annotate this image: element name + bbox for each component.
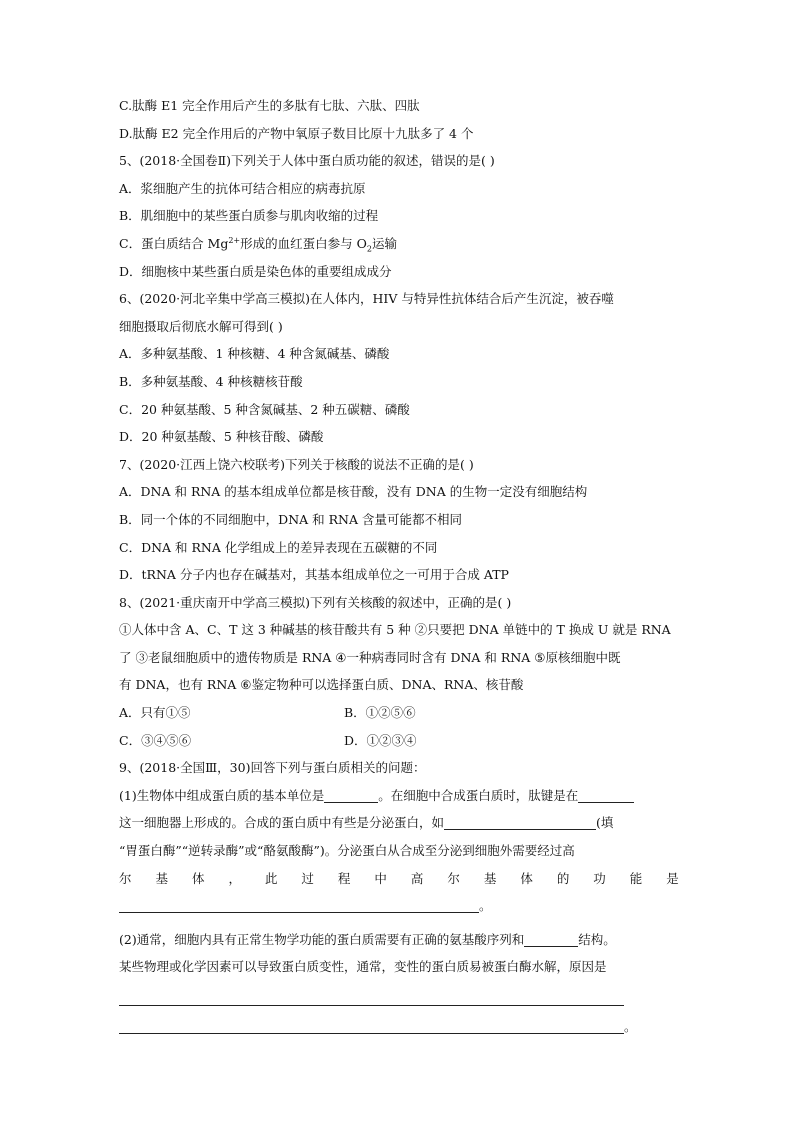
q8-statements-line3: 有 DNA，也有 RNA ⑥鉴定物种可以选择蛋白质、DNA、RNA、核苷酸: [119, 677, 524, 693]
q9-part1-line1: [119, 782, 679, 810]
q9-p2-end: 。: [624, 1018, 637, 1034]
q9-spread-char: 体: [520, 870, 533, 886]
q8-options-row2: [119, 727, 679, 755]
q6-option-c: C．20 种氨基酸、5 种含氮碱基、2 种五碳糖、磷酸: [119, 401, 410, 417]
q9-part1-line3: “胃蛋白酶”“逆转录酶”或“酪氨酸酶”)。分泌蛋白从合成至分泌到细胞外需要经过高: [119, 843, 575, 859]
q6-option-b: B．多种氨基酸、4 种核糖核苷酸: [119, 373, 303, 389]
q9-p1-text-d: (填: [596, 815, 614, 831]
q5-c-text-1: C．蛋白质结合 Mg: [119, 235, 229, 251]
q6-stem-line2: 细胞摄取后彻底水解可得到( ): [119, 318, 283, 334]
q5-option-c: [119, 230, 679, 258]
q4-option-d: D.肽酶 E2 完全作用后的产物中氧原子数目比原十九肽多了 4 个: [119, 125, 474, 141]
q9-part2-answer-line2[interactable]: [119, 1013, 679, 1041]
q5-c-superscript: 2+: [228, 235, 241, 245]
q5-c-text-2: 形成的血红蛋白参与 O: [240, 235, 367, 251]
q9-spread-char: 尔: [119, 870, 132, 886]
q8-options-row1: [119, 699, 679, 727]
q5-option-d: D．细胞核中某些蛋白质是染色体的重要组成成分: [119, 263, 392, 279]
q9-part2-line1: [119, 926, 679, 954]
q9-spread-char: 基: [155, 870, 168, 886]
q9-part2-answer-line1[interactable]: [119, 981, 679, 1013]
q9-spread-char: 是: [666, 870, 679, 886]
q9-spread-char: 的: [556, 870, 570, 886]
q9-part1-line2: [119, 809, 679, 837]
q9-stem: 9、(2018·全国Ⅲ，30)回答下列与蛋白质相关的问题：: [119, 760, 426, 776]
q7-option-c: C．DNA 和 RNA 化学组成上的差异表现在五碳糖的不同: [119, 539, 438, 555]
q8-statements-line2: 了 ③老鼠细胞质中的遗传物质是 RNA ④一种病毒同时含有 DNA 和 RNA ⑤原核细胞中既: [119, 649, 621, 665]
q6-option-d: D．20 种氨基酸、5 种核苷酸、磷酸: [119, 429, 324, 445]
q9-p1-text-c: 这一细胞器上形成的。合成的蛋白质中有些是分泌蛋白，如: [119, 815, 445, 831]
q9-spread-char: 高: [410, 870, 424, 886]
q9-part2-line2: 某些物理或化学因素可以导致蛋白质变性，通常，变性的蛋白质易被蛋白酶水解，原因是: [119, 959, 607, 975]
q9-spread-char: 功: [593, 870, 606, 886]
q9-blank-secretory-protein[interactable]: [444, 815, 596, 830]
q9-p1-text-a: (1)生物体中组成蛋白质的基本单位是: [119, 787, 325, 803]
q8-option-d: D．①②③④: [344, 732, 417, 748]
q7-option-a: A．DNA 和 RNA 的基本组成单位都是核苷酸，没有 DNA 的生物一定没有细胞结构: [119, 484, 588, 500]
q9-blank-basic-unit[interactable]: [324, 788, 378, 803]
q9-p2-text-b: 结构。: [578, 931, 616, 947]
q9-p2-text-a: (2)通常，细胞内具有正常生物学功能的蛋白质需要有正确的氨基酸序列和: [119, 931, 525, 947]
q4-option-c: C.肽酶 E1 完全作用后产生的多肽有七肽、六肽、四肽: [119, 98, 420, 113]
q9-spread-char: ，: [228, 870, 241, 886]
q8-option-a: A．只有①⑤: [119, 705, 191, 721]
q9-spread-char: 体: [191, 870, 205, 886]
q8-statements-line1: ①人体中含 A、C、T 这 3 种碱基的核苷酸共有 5 种 ②只要把 DNA 单链中的 T 换成 U 就是 RNA: [119, 622, 671, 638]
q9-spread-char: 尔: [447, 870, 460, 886]
q9-spread-char: 程: [337, 870, 351, 886]
q5-option-a: A．浆细胞产生的抗体可结合相应的病毒抗原: [119, 180, 366, 196]
q9-p1-text-b: 。在细胞中合成蛋白质时，肽键是在: [378, 787, 579, 803]
q9-blank-structure[interactable]: [524, 932, 578, 947]
q6-option-a: A．多种氨基酸、1 种核糖、4 种含氮碱基、磷酸: [119, 346, 390, 362]
q9-spread-char: 中: [374, 870, 387, 886]
q9-part1-line4: [119, 865, 679, 893]
q9-spread-char: 能: [629, 870, 643, 886]
q9-spread-char: 基: [483, 870, 497, 886]
q8-stem: 8、(2021·重庆南开中学高三模拟)下列有关核酸的叙述中，正确的是( ): [119, 594, 512, 610]
q8-option-b: B．①②⑤⑥: [344, 705, 416, 721]
q7-stem: 7、(2020·江西上饶六校联考)下列关于核酸的说法不正确的是( ): [119, 456, 474, 472]
q9-blank-golgi-function[interactable]: [119, 898, 479, 913]
q9-blank-reason-2[interactable]: [119, 1019, 624, 1034]
q9-spread-char: 此: [264, 870, 278, 886]
q7-option-b: B．同一个体的不同细胞中，DNA 和 RNA 含量可能都不相同: [119, 511, 462, 527]
q8-option-c: C．③④⑤⑥: [119, 732, 192, 748]
q9-p1-end: 。: [479, 898, 492, 914]
q6-stem-line1: 6、(2020·河北辛集中学高三模拟)在人体内，HIV 与特异性抗体结合后产生沉淀，被吞噬: [119, 291, 614, 307]
worksheet-page: [119, 92, 679, 1040]
q9-blank-reason-1[interactable]: [119, 991, 624, 1006]
q9-part1-line5: [119, 892, 679, 920]
q5-stem: 5、(2018·全国卷Ⅱ)下列关于人体中蛋白质功能的叙述，错误的是( ): [119, 153, 495, 169]
q5-option-b: B．肌细胞中的某些蛋白质参与肌肉收缩的过程: [119, 208, 379, 224]
q5-c-text-3: 运输: [371, 235, 397, 251]
q5-c-subscript: 2: [366, 244, 372, 254]
q9-spread-char: 过: [301, 870, 314, 886]
q9-blank-organelle[interactable]: [578, 788, 634, 803]
q7-option-d: D．tRNA 分子内也存在碱基对，其基本组成单位之一可用于合成 ATP: [119, 567, 509, 583]
